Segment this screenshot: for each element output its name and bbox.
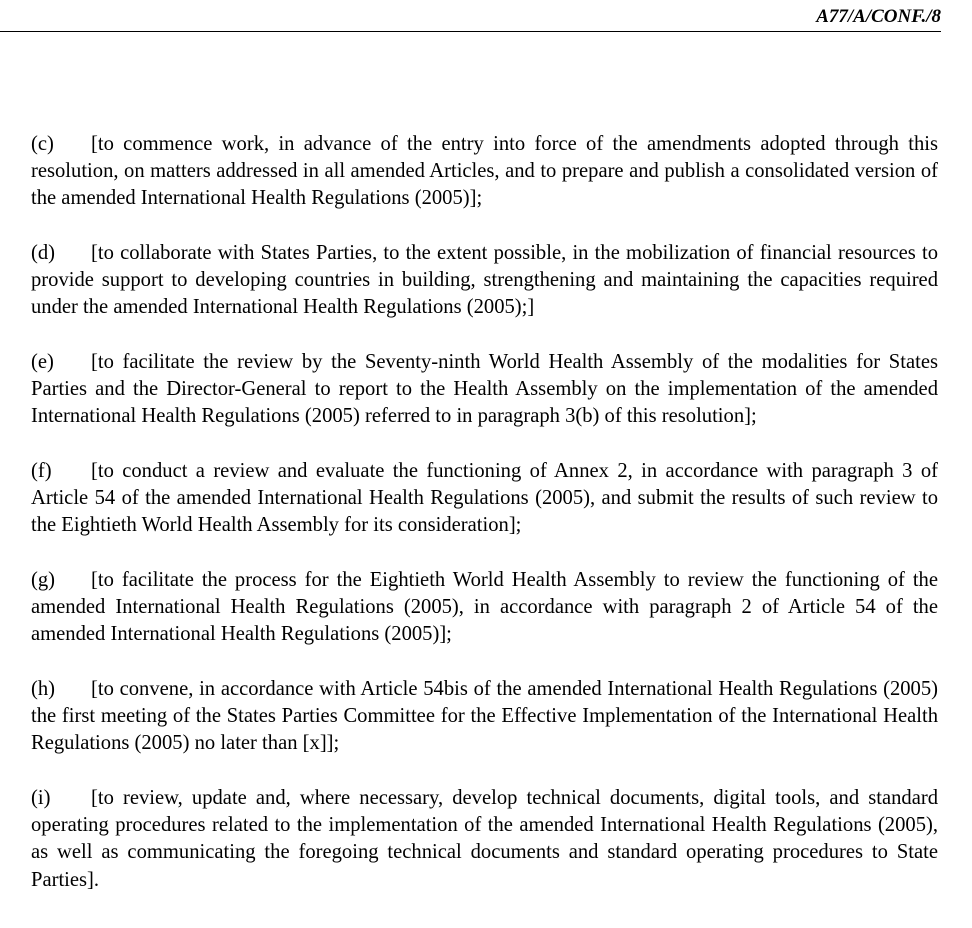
paragraph-text: [to convene, in accordance with Article 54bis of the amended International Health Regulations (2005) the first meeting of the States Parties Committee for the Effective Implementation of the International Health Regulations (2005) no later than [x]];: [31, 678, 938, 755]
paragraph-text: [to collaborate with States Parties, to the extent possible, in the mobilization of financial resources to provide support to developing countries in building, strengthening and maintaining the capacities required under the amended International Health Regulations (2005);]: [31, 242, 938, 319]
paragraph-text: [to facilitate the review by the Seventy-ninth World Health Assembly of the modalities for States Parties and the Director-General to report to the Health Assembly on the implementation of the amended International Health Regulations (2005) referred to in paragraph 3(b) of this resolution];: [31, 351, 938, 428]
paragraph-text: [to conduct a review and evaluate the functioning of Annex 2, in accordance with paragraph 3 of Article 54 of the amended International Health Regulations (2005), and submit the results of such review to the Eightieth World Health Assembly for its consideration];: [31, 460, 938, 537]
paragraph-label: (f): [31, 460, 52, 482]
paragraph-i: [31, 785, 938, 894]
paragraph-d: [31, 240, 938, 322]
paragraph-c: [31, 131, 938, 213]
paragraph-text: [to facilitate the process for the Eightieth World Health Assembly to review the functioning of the amended International Health Regulations (2005), in accordance with paragraph 2 of Article 54 of the amended International Health Regulations (2005)];: [31, 569, 938, 646]
paragraph-text: [to commence work, in advance of the entry into force of the amendments adopted through this resolution, on matters addressed in all amended Articles, and to prepare and publish a consolidated version of the amended International Health Regulations (2005)];: [31, 133, 938, 210]
page-header: [0, 0, 941, 32]
paragraph-e: [31, 349, 938, 431]
paragraph-label: (i): [31, 787, 51, 809]
paragraph-label: (g): [31, 569, 56, 591]
paragraph-label: (e): [31, 351, 54, 373]
paragraph-h: [31, 676, 938, 758]
paragraph-label: (h): [31, 678, 56, 700]
paragraph-label: (d): [31, 242, 56, 264]
document-symbol: A77/A/CONF./8: [816, 6, 941, 27]
paragraph-f: [31, 458, 938, 540]
paragraph-label: (c): [31, 133, 54, 155]
paragraph-text: [to review, update and, where necessary, develop technical documents, digital tools, and standard operating procedures related to the implementation of the amended International Health Regulations (2005), as well as communicating the foregoing technical documents and standard operating procedures to State Parties].: [31, 787, 938, 891]
paragraph-g: [31, 567, 938, 649]
document-body: [31, 131, 938, 921]
